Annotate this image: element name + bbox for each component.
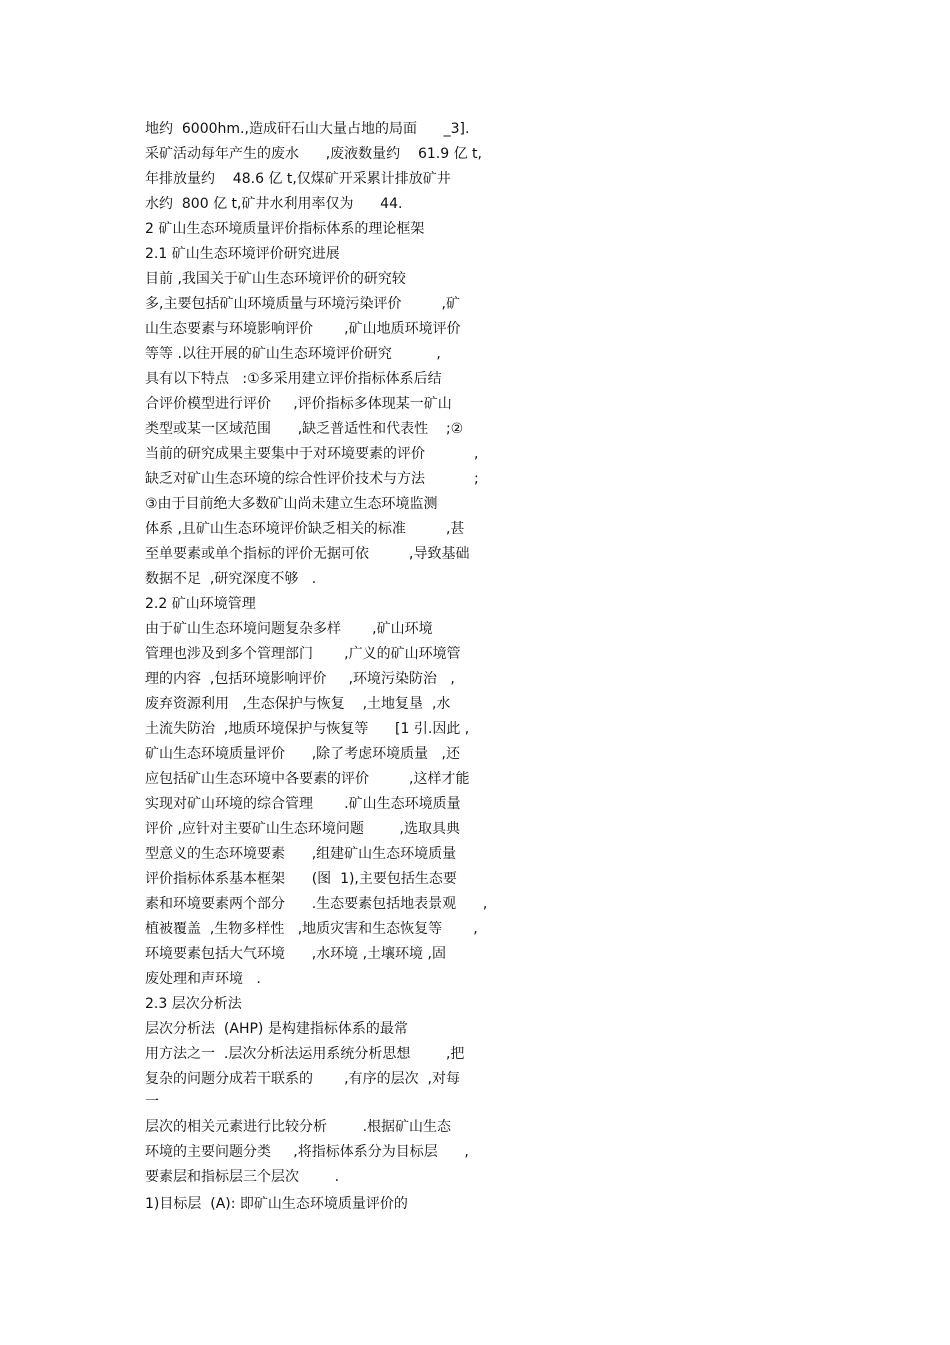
text-line: 1)目标层 (A): 即矿山生态环境质量评价的 [145, 1196, 408, 1212]
text-line: 采矿活动每年产生的废水 ,废液数量约 61.9 亿 t, [145, 146, 482, 162]
text-line: 一 [145, 1094, 159, 1110]
text-line: 缺乏对矿山生态环境的综合性评价技术与方法 ; [145, 471, 479, 487]
text-line: 山生态要素与环境影响评价 ,矿山地质环境评价 [145, 321, 461, 337]
subsection-heading: 2.3 层次分析法 [145, 996, 242, 1012]
text-line: 土流失防治 ,地质环境保护与恢复等 [1 引.因此 , [145, 721, 470, 737]
text-line: 素和环境要素两个部分 .生态要素包括地表景观 , [145, 896, 488, 912]
text-line: 废处理和声环境 . [145, 971, 261, 987]
text-line: 实现对矿山环境的综合管理 .矿山生态环境质量 [145, 796, 461, 812]
text-line: 目前 ,我国关于矿山生态环境评价的研究较 [145, 271, 406, 287]
text-line: 合评价模型进行评价 ,评价指标多体现某一矿山 [145, 396, 452, 412]
text-line: 型意义的生态环境要素 ,组建矿山生态环境质量 [145, 846, 457, 862]
text-line: 水约 800 亿 t,矿井水利用率仅为 44. [145, 196, 403, 212]
text-line: 植被覆盖 ,生物多样性 ,地质灾害和生态恢复等 , [145, 921, 478, 937]
text-line: 地约 6000hm.,造成矸石山大量占地的局面 _3]. [145, 121, 470, 137]
text-line: 多,主要包括矿山环境质量与环境污染评价 ,矿 [145, 296, 460, 312]
text-line: 管理也涉及到多个管理部门 ,广义的矿山环境管 [145, 646, 461, 662]
text-line: 用方法之一 .层次分析法运用系统分析思想 ,把 [145, 1046, 465, 1062]
text-line: 类型或某一区域范围 ,缺乏普适性和代表性 ;② [145, 421, 464, 437]
text-line: 体系 ,且矿山生态环境评价缺乏相关的标准 ,甚 [145, 521, 465, 537]
text-line: 等等 .以往开展的矿山生态环境评价研究 , [145, 346, 441, 362]
text-line: 应包括矿山生态环境中各要素的评价 ,这样才能 [145, 771, 470, 787]
section-heading: 2 矿山生态环境质量评价指标体系的理论框架 [145, 221, 425, 237]
text-line: 具有以下特点 :①多采用建立评价指标体系后结 [145, 371, 442, 387]
text-line: 矿山生态环境质量评价 ,除了考虑环境质量 ,还 [145, 746, 460, 762]
text-line: 要素层和指标层三个层次 . [145, 1169, 340, 1185]
text-line: 数据不足 ,研究深度不够 . [145, 571, 317, 587]
text-line: 环境的主要问题分类 ,将指标体系分为目标层 , [145, 1144, 469, 1160]
text-line: 由于矿山生态环境问题复杂多样 ,矿山环境 [145, 621, 433, 637]
subsection-heading: 2.2 矿山环境管理 [145, 596, 256, 612]
text-line: 评价 ,应针对主要矿山生态环境问题 ,选取具典 [145, 821, 460, 837]
subsection-heading: 2.1 矿山生态环境评价研究进展 [145, 246, 340, 262]
text-line: ③由于目前绝大多数矿山尚未建立生态环境监测 [145, 496, 438, 512]
text-line: 理的内容 ,包括环境影响评价 ,环境污染防治 , [145, 671, 455, 687]
text-line: 年排放量约 48.6 亿 t,仅煤矿开采累计排放矿井 [145, 171, 451, 187]
text-line: 评价指标体系基本框架 (图 1),主要包括生态要 [145, 871, 457, 887]
text-line: 层次分析法 (AHP) 是构建指标体系的最常 [145, 1021, 408, 1037]
text-line: 层次的相关元素进行比较分析 .根据矿山生态 [145, 1119, 452, 1135]
text-line: 至单要素或单个指标的评价无据可依 ,导致基础 [145, 546, 470, 562]
text-line: 废弃资源利用 ,生态保护与恢复 ,土地复垦 ,水 [145, 696, 451, 712]
text-line: 复杂的问题分成若干联系的 ,有序的层次 ,对每 [145, 1071, 460, 1087]
text-line: 环境要素包括大气环境 ,水环境 ,土壤环境 ,固 [145, 946, 446, 962]
text-line: 当前的研究成果主要集中于对环境要素的评价 , [145, 446, 479, 462]
